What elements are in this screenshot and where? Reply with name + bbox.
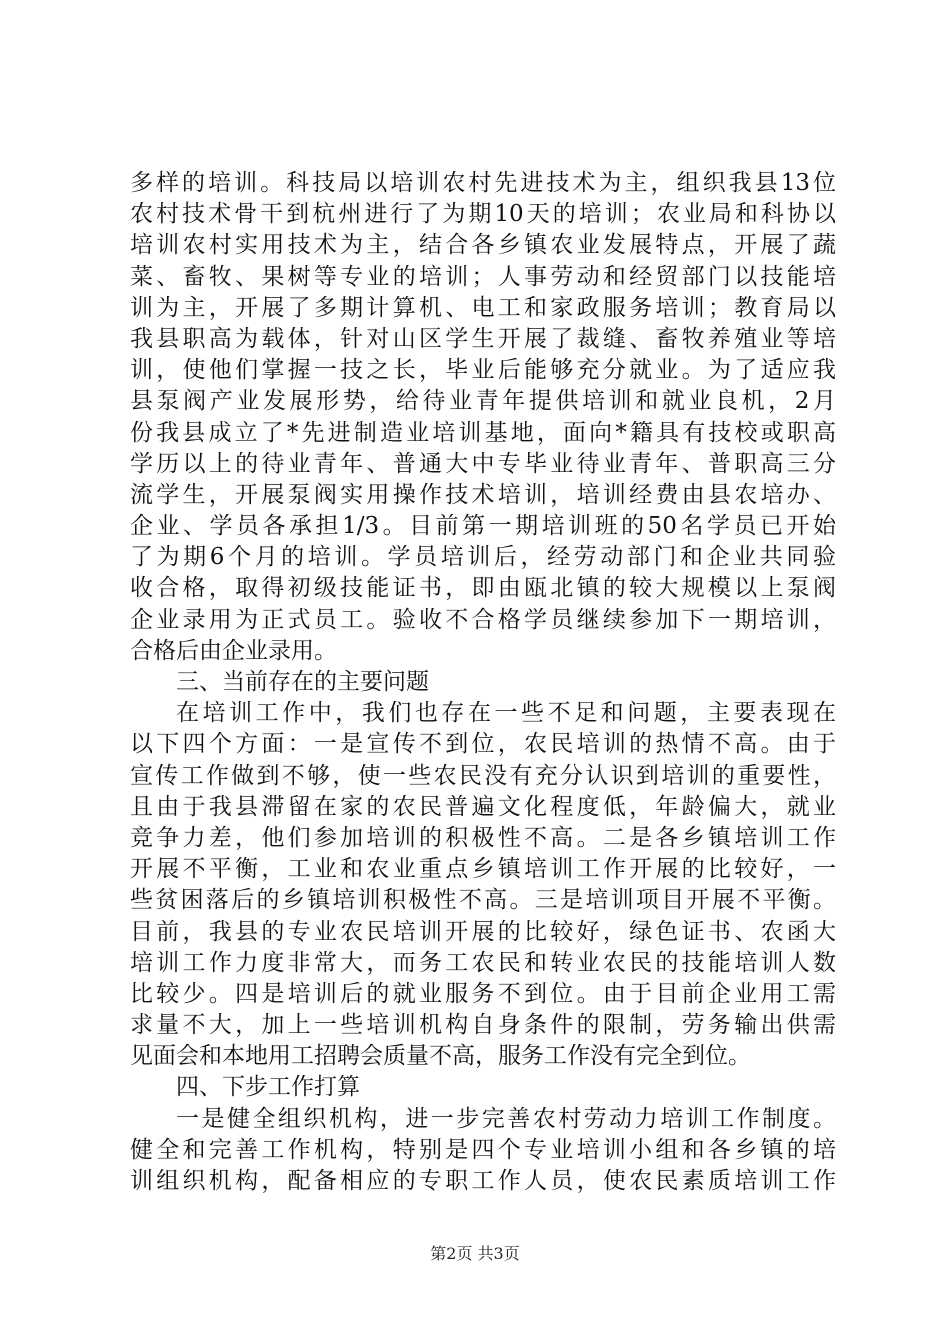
document-body [130, 168, 836, 1197]
text-line: 了为期6个月的培训。学员培训后，经劳动部门和企业共同验 [130, 544, 836, 571]
text-line: 在培训工作中，我们也存在一些不足和问题，主要表现在 [176, 700, 836, 727]
text-line: 训为主，开展了多期计算机、电工和家政服务培训；教育局以 [130, 294, 836, 321]
text-line: 三、当前存在的主要问题 [176, 669, 429, 695]
text-line: 开展不平衡，工业和农业重点乡镇培训工作开展的比较好，一 [130, 856, 836, 883]
text-line: 菜、畜牧、果树等专业的培训；人事劳动和经贸部门以技能培 [130, 263, 836, 290]
text-line: 宣传工作做到不够，使一些农民没有充分认识到培训的重要性， [130, 762, 836, 789]
text-line: 训，使他们掌握一技之长，毕业后能够充分就业。为了适应我 [130, 357, 836, 384]
text-line: 份我县成立了*先进制造业培训基地，面向*籍具有技校或职高 [130, 419, 836, 446]
text-line: 些贫困落后的乡镇培训积极性不高。三是培训项目开展不平衡。 [130, 887, 836, 914]
text-line: 训组织机构，配备相应的专职工作人员，使农民素质培训工作 [130, 1168, 836, 1194]
page-footer: 第2页 共3页 [430, 1244, 520, 1263]
text-line: 且由于我县滞留在家的农民普遍文化程度低，年龄偏大，就业 [130, 793, 836, 820]
text-line: 培训工作力度非常大，而务工农民和转业农民的技能培训人数 [130, 949, 836, 976]
text-line: 流学生，开展泵阀实用操作技术培训，培训经费由县农培办、 [130, 481, 836, 508]
text-line: 四、下步工作打算 [176, 1074, 360, 1101]
text-line: 比较少。四是培训后的就业服务不到位。由于目前企业用工需 [130, 980, 836, 1007]
text-line: 收合格，取得初级技能证书，即由瓯北镇的较大规模以上泵阀 [130, 575, 836, 602]
text-line: 健全和完善工作机构，特别是四个专业培训小组和各乡镇的培 [130, 1136, 836, 1163]
text-line: 学历以上的待业青年、普通大中专毕业待业青年、普职高三分 [130, 450, 836, 477]
text-line: 培训农村实用技术为主，结合各乡镇农业发展特点，开展了蔬 [130, 232, 836, 259]
text-line: 一是健全组织机构，进一步完善农村劳动力培训工作制度。 [176, 1105, 836, 1132]
text-line: 企业录用为正式员工。验收不合格学员继续参加下一期培训， [130, 606, 836, 633]
text-line: 见面会和本地用工招聘会质量不高，服务工作没有完全到位。 [130, 1043, 751, 1070]
text-line: 以下四个方面：一是宣传不到位，农民培训的热情不高。由于 [130, 731, 836, 758]
text-line: 企业、学员各承担1/3。目前第一期培训班的50名学员已开始 [130, 513, 836, 540]
text-line: 合格后由企业录用。 [130, 637, 337, 664]
text-line: 我县职高为载体，针对山区学生开展了裁缝、畜牧养殖业等培 [130, 325, 836, 352]
text-line: 求量不大，加上一些培训机构自身条件的限制，劳务输出供需 [130, 1012, 836, 1039]
text-line: 农村技术骨干到杭州进行了为期10天的培训；农业局和科协以 [130, 201, 836, 228]
text-line: 目前，我县的专业农民培训开展的比较好，绿色证书、农函大 [130, 918, 836, 945]
text-line: 竞争力差，他们参加培训的积极性不高。二是各乡镇培训工作 [130, 824, 836, 851]
text-line: 多样的培训。科技局以培训农村先进技术为主，组织我县13位 [130, 170, 836, 196]
text-line: 县泵阀产业发展形势，给待业青年提供培训和就业良机，2月 [130, 388, 836, 415]
